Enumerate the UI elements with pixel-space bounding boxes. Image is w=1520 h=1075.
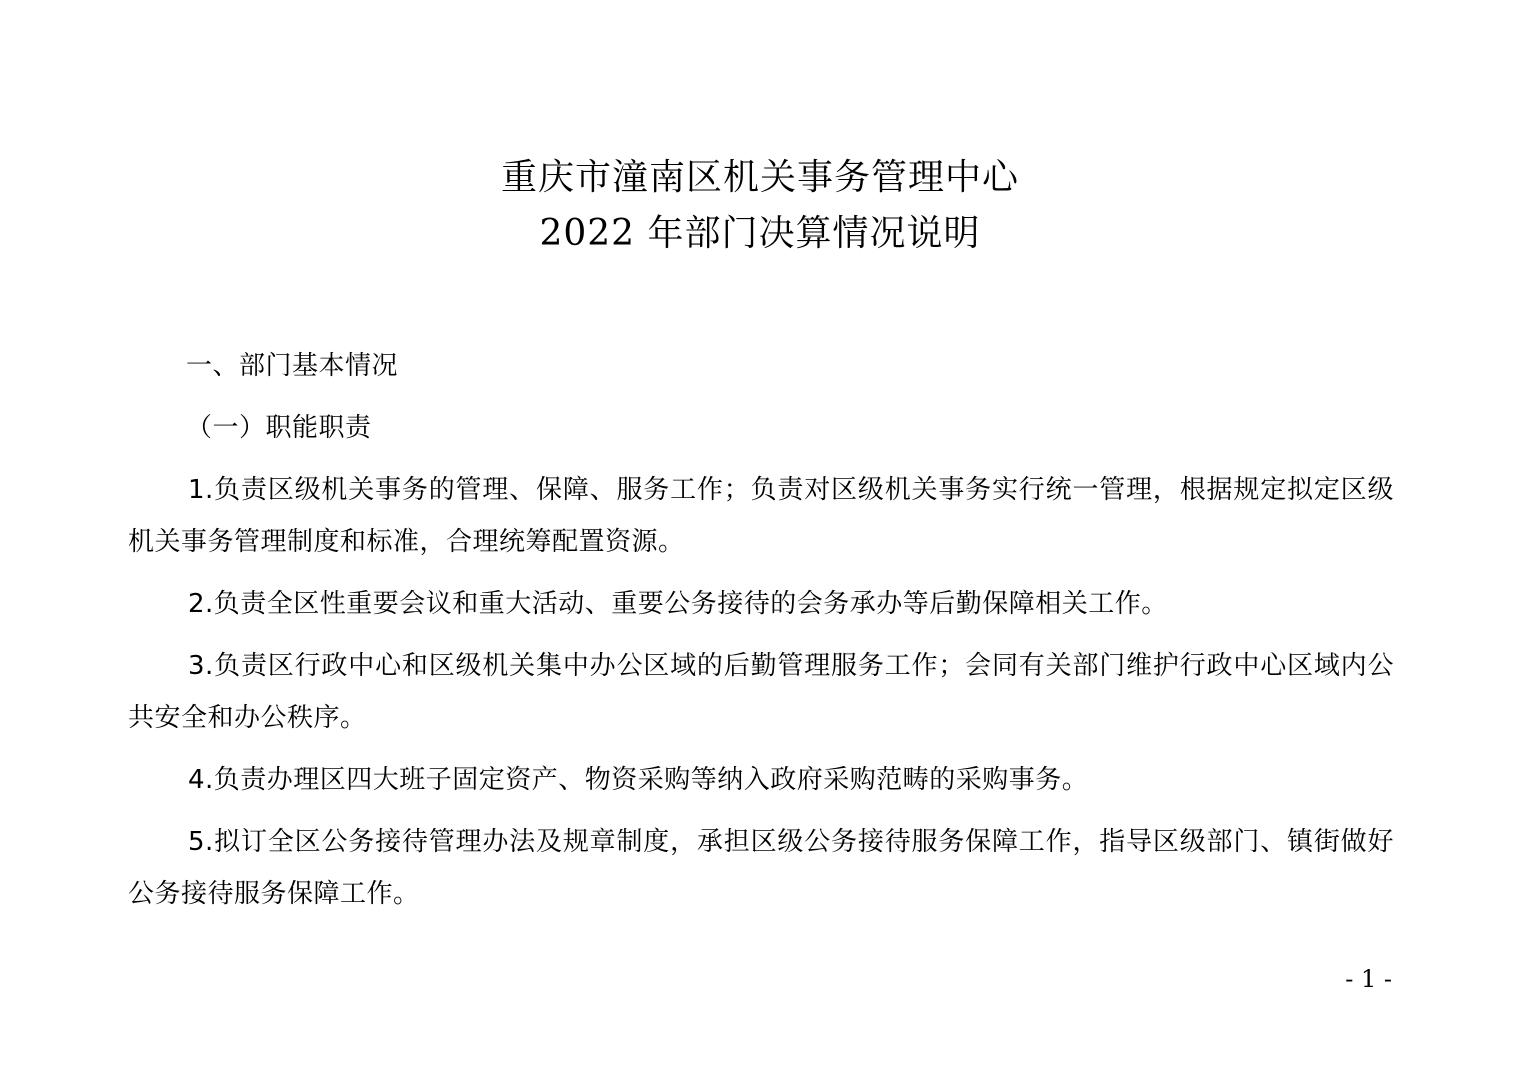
paragraph-4: 4.负责办理区四大班子固定资产、物资采购等纳入政府采购范畴的采购事务。: [188, 765, 1089, 795]
subsection-heading: （一）职能职责: [186, 413, 372, 443]
title-line-2: 2022 年部门决算情况说明: [539, 213, 981, 254]
page-number: - 1 -: [1345, 965, 1392, 993]
section-heading: 一、部门基本情况: [186, 351, 399, 381]
paragraph-2: 2.负责全区性重要会议和重大活动、重要公务接待的会务承办等后勤保障相关工作。: [188, 589, 1168, 619]
paragraph-3: 3.负责区行政中心和区级机关集中办公区域的后勤管理服务工作；会同有关部门维护行政中心区域内公共安全和办公秩序。: [128, 651, 1394, 733]
document-body: [128, 340, 1394, 930]
document-title: [0, 150, 1520, 262]
title-line-1: 重庆市潼南区机关事务管理中心: [500, 157, 1019, 198]
paragraph-1: 1.负责区级机关事务的管理、保障、服务工作；负责对区级机关事务实行统一管理，根据规定拟定区级机关事务管理制度和标准，合理统筹配置资源。: [128, 475, 1394, 557]
paragraph-5: 5.拟订全区公务接待管理办法及规章制度，承担区级公务接待服务保障工作，指导区级部门、镇街做好公务接待服务保障工作。: [128, 827, 1394, 909]
